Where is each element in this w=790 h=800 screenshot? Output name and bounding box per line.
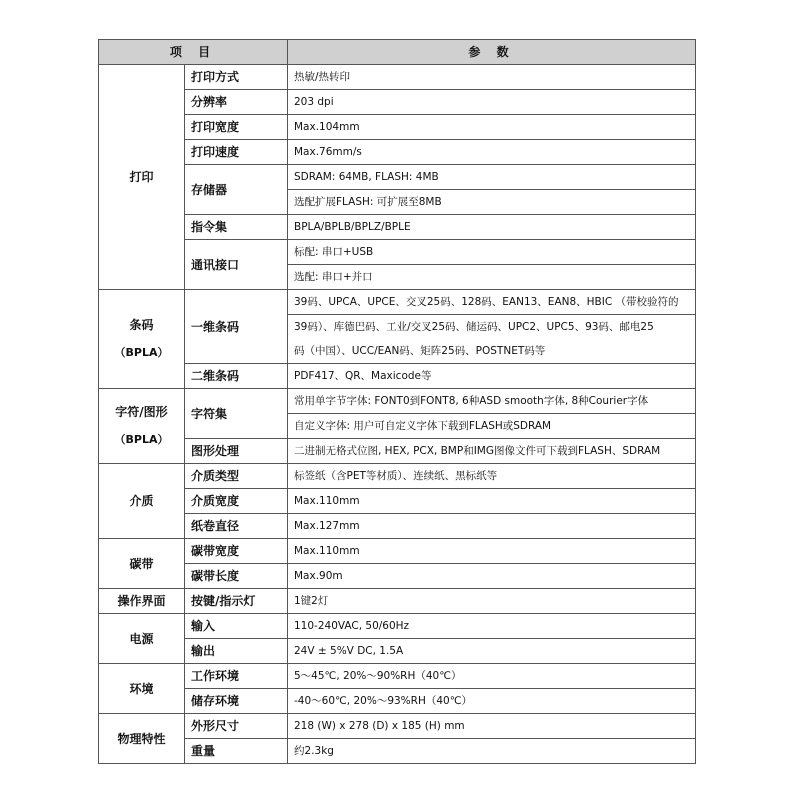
- item-ribbon-length: 碳带长度: [185, 564, 288, 589]
- value-print-method: 热敏/热转印: [288, 65, 696, 90]
- category-font-graphics-title: 字符/图形: [115, 405, 168, 419]
- value-ribbon-width: Max.110mm: [288, 539, 696, 564]
- item-media-type: 介质类型: [185, 464, 288, 489]
- table-row: [99, 689, 696, 714]
- category-font-graphics: [99, 389, 185, 464]
- value-charset-2: 自定义字体: 用户可自定义字体下载到FLASH或SDRAM: [288, 414, 696, 439]
- value-keys: 1键2灯: [288, 589, 696, 614]
- table-row: [99, 65, 696, 90]
- item-resolution: 分辨率: [185, 90, 288, 115]
- value-power-input: 110-240VAC, 50/60Hz: [288, 614, 696, 639]
- value-power-output: 24V ± 5%V DC, 1.5A: [288, 639, 696, 664]
- value-roll-diameter: Max.127mm: [288, 514, 696, 539]
- item-2d-barcode: 二维条码: [185, 364, 288, 389]
- value-charset-1: 常用单字节字体: FONT0到FONT8, 6种ASD smooth字体, 8种Courier字体: [288, 389, 696, 414]
- table-row: [99, 464, 696, 489]
- item-print-speed: 打印速度: [185, 140, 288, 165]
- value-1d-barcode-3: 码（中国）、UCC/EAN码、矩阵25码、POSTNET码等: [288, 339, 696, 364]
- item-keys: 按键/指示灯: [185, 589, 288, 614]
- value-graphics: 二进制无格式位图, HEX, PCX, BMP和IMG图像文件可下载到FLASH、SDRAM: [288, 439, 696, 464]
- item-power-output: 输出: [185, 639, 288, 664]
- value-memory-1: SDRAM: 64MB, FLASH: 4MB: [288, 165, 696, 190]
- item-media-width: 介质宽度: [185, 489, 288, 514]
- table-row: [99, 165, 696, 190]
- item-ribbon-width: 碳带宽度: [185, 539, 288, 564]
- item-print-method: 打印方式: [185, 65, 288, 90]
- value-media-type: 标签纸（含PET等材质）、连续纸、黑标纸等: [288, 464, 696, 489]
- table-row: [99, 489, 696, 514]
- category-ribbon: 碳带: [99, 539, 185, 589]
- value-weight: 约2.3kg: [288, 739, 696, 764]
- value-ribbon-length: Max.90m: [288, 564, 696, 589]
- value-interface-1: 标配: 串口+USB: [288, 240, 696, 265]
- item-roll-diameter: 纸卷直径: [185, 514, 288, 539]
- item-memory: 存储器: [185, 165, 288, 215]
- table-row: [99, 389, 696, 414]
- table-row: [99, 714, 696, 739]
- table-row: [99, 589, 696, 614]
- value-media-width: Max.110mm: [288, 489, 696, 514]
- item-graphics: 图形处理: [185, 439, 288, 464]
- value-interface-2: 选配: 串口+并口: [288, 265, 696, 290]
- table-row: [99, 639, 696, 664]
- category-print: 打印: [99, 65, 185, 290]
- table-row: [99, 564, 696, 589]
- value-memory-2: 选配扩展FLASH: 可扩展至8MB: [288, 190, 696, 215]
- table-row: [99, 739, 696, 764]
- item-1d-barcode: 一维条码: [185, 290, 288, 364]
- category-ui: 操作界面: [99, 589, 185, 614]
- category-barcode: [99, 290, 185, 389]
- header-param: 参 数: [288, 40, 696, 65]
- value-work-env: 5～45℃, 20%～90%RH（40℃）: [288, 664, 696, 689]
- category-barcode-sub: （BPLA）: [114, 346, 169, 359]
- item-interface: 通讯接口: [185, 240, 288, 290]
- item-weight: 重量: [185, 739, 288, 764]
- item-charset: 字符集: [185, 389, 288, 439]
- value-size: 218 (W) x 278 (D) x 185 (H) mm: [288, 714, 696, 739]
- category-environment: 环境: [99, 664, 185, 714]
- value-1d-barcode-2: 39码）、库德巴码、工业/交叉25码、储运码、UPC2、UPC5、93码、邮电25: [288, 315, 696, 340]
- item-work-env: 工作环境: [185, 664, 288, 689]
- header-item: 项 目: [99, 40, 288, 65]
- value-print-width: Max.104mm: [288, 115, 696, 140]
- value-1d-barcode-1: 39码、UPCA、UPCE、交叉25码、128码、EAN13、EAN8、HBIC （带校验符的: [288, 290, 696, 315]
- value-print-speed: Max.76mm/s: [288, 140, 696, 165]
- item-size: 外形尺寸: [185, 714, 288, 739]
- table-row: [99, 664, 696, 689]
- table-row: [99, 290, 696, 315]
- value-2d-barcode: PDF417、QR、Maxicode等: [288, 364, 696, 389]
- table-row: [99, 614, 696, 639]
- table-row: [99, 364, 696, 389]
- value-resolution: 203 dpi: [288, 90, 696, 115]
- value-cmdset: BPLA/BPLB/BPLZ/BPLE: [288, 215, 696, 240]
- value-storage-env: -40～60℃, 20%～93%RH（40℃）: [288, 689, 696, 714]
- table-row: [99, 514, 696, 539]
- table-row: [99, 90, 696, 115]
- item-cmdset: 指令集: [185, 215, 288, 240]
- category-media: 介质: [99, 464, 185, 539]
- table-row: [99, 140, 696, 165]
- table-row: [99, 215, 696, 240]
- header-row: [99, 40, 696, 65]
- category-power: 电源: [99, 614, 185, 664]
- item-power-input: 输入: [185, 614, 288, 639]
- category-barcode-title: 条码: [129, 318, 154, 332]
- table-row: [99, 240, 696, 265]
- table-row: [99, 115, 696, 140]
- category-font-graphics-sub: （BPLA）: [114, 433, 169, 446]
- item-print-width: 打印宽度: [185, 115, 288, 140]
- category-physical: 物理特性: [99, 714, 185, 764]
- item-storage-env: 储存环境: [185, 689, 288, 714]
- table-row: [99, 539, 696, 564]
- spec-table: [98, 39, 696, 764]
- table-row: [99, 439, 696, 464]
